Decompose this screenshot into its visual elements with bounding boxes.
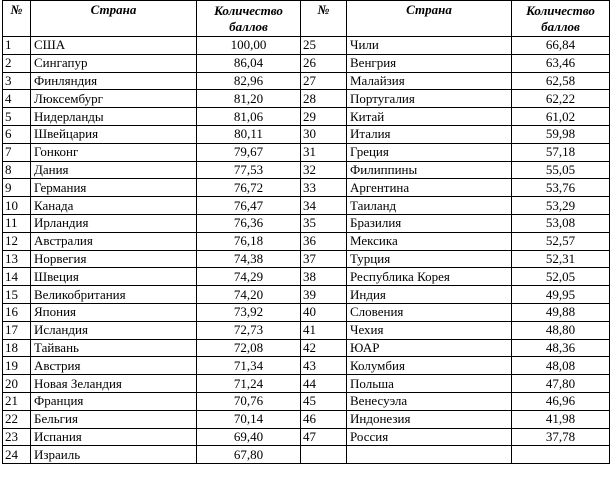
cell-number: 8 [3, 161, 31, 179]
cell-number: 3 [3, 72, 31, 90]
table-wrapper [2, 0, 610, 464]
cell-number: 41 [301, 321, 347, 339]
table-row [3, 357, 610, 375]
cell-number: 5 [3, 108, 31, 126]
cell-number: 11 [3, 214, 31, 232]
cell-country: ЮАР [347, 339, 512, 357]
table-row [3, 428, 610, 446]
header-score-right [512, 1, 610, 37]
cell-number: 17 [3, 321, 31, 339]
cell-number: 16 [3, 303, 31, 321]
cell-number: 32 [301, 161, 347, 179]
cell-number: 13 [3, 250, 31, 268]
cell-number: 44 [301, 375, 347, 393]
cell-score: 48,08 [512, 357, 610, 375]
cell-score: 79,67 [197, 143, 301, 161]
cell-number: 1 [3, 37, 31, 55]
cell-score: 46,96 [512, 392, 610, 410]
table-row [3, 446, 610, 464]
table-row [3, 214, 610, 232]
cell-score: 76,47 [197, 197, 301, 215]
table-row [3, 250, 610, 268]
cell-country: Польша [347, 375, 512, 393]
cell-country: Испания [31, 428, 197, 446]
cell-country: Малайзия [347, 72, 512, 90]
cell-score: 86,04 [197, 54, 301, 72]
table-row [3, 286, 610, 304]
cell-number: 15 [3, 286, 31, 304]
cell-score: 63,46 [512, 54, 610, 72]
cell-country: Греция [347, 143, 512, 161]
cell-score: 74,29 [197, 268, 301, 286]
cell-country: Израиль [31, 446, 197, 464]
cell-number: 20 [3, 375, 31, 393]
header-country-right: Страна [347, 1, 512, 37]
cell-country: Бельгия [31, 410, 197, 428]
cell-score: 66,84 [512, 37, 610, 55]
cell-score: 70,14 [197, 410, 301, 428]
table-body [3, 37, 610, 464]
cell-country: Индонезия [347, 410, 512, 428]
cell-number: 14 [3, 268, 31, 286]
table-row [3, 90, 610, 108]
cell-number: 9 [3, 179, 31, 197]
cell-country: Колумбия [347, 357, 512, 375]
table-row [3, 179, 610, 197]
cell-number: 47 [301, 428, 347, 446]
cell-country: США [31, 37, 197, 55]
table-row [3, 321, 610, 339]
cell-score: 53,29 [512, 197, 610, 215]
table-row [3, 232, 610, 250]
cell-score [512, 446, 610, 464]
cell-score: 69,40 [197, 428, 301, 446]
table-row [3, 108, 610, 126]
cell-country: Республика Корея [347, 268, 512, 286]
cell-score: 52,05 [512, 268, 610, 286]
cell-number: 36 [301, 232, 347, 250]
cell-number: 30 [301, 125, 347, 143]
table-row [3, 392, 610, 410]
cell-number: 18 [3, 339, 31, 357]
cell-score: 76,72 [197, 179, 301, 197]
cell-number: 37 [301, 250, 347, 268]
cell-country: Швеция [31, 268, 197, 286]
cell-number: 39 [301, 286, 347, 304]
cell-number: 33 [301, 179, 347, 197]
header-score-left [197, 1, 301, 37]
cell-country: Китай [347, 108, 512, 126]
cell-country: Венгрия [347, 54, 512, 72]
cell-number: 25 [301, 37, 347, 55]
cell-country: Турция [347, 250, 512, 268]
cell-score: 52,31 [512, 250, 610, 268]
cell-country: Тайвань [31, 339, 197, 357]
cell-number: 34 [301, 197, 347, 215]
cell-score: 52,57 [512, 232, 610, 250]
cell-score: 82,96 [197, 72, 301, 90]
cell-country: Бразилия [347, 214, 512, 232]
table-row [3, 72, 610, 90]
cell-country: Новая Зеландия [31, 375, 197, 393]
table-row [3, 161, 610, 179]
cell-score: 72,08 [197, 339, 301, 357]
cell-score: 77,53 [197, 161, 301, 179]
cell-number: 42 [301, 339, 347, 357]
table-row [3, 303, 610, 321]
cell-number: 23 [3, 428, 31, 446]
cell-number: 4 [3, 90, 31, 108]
cell-country: Словения [347, 303, 512, 321]
header-number-left: № [3, 1, 31, 37]
cell-score: 71,24 [197, 375, 301, 393]
cell-number: 26 [301, 54, 347, 72]
cell-number: 7 [3, 143, 31, 161]
cell-country: Финляндия [31, 72, 197, 90]
cell-score: 41,98 [512, 410, 610, 428]
cell-country: Аргентина [347, 179, 512, 197]
cell-number: 12 [3, 232, 31, 250]
header-row [3, 1, 610, 37]
cell-score: 81,06 [197, 108, 301, 126]
cell-score: 81,20 [197, 90, 301, 108]
cell-country: Франция [31, 392, 197, 410]
cell-score: 49,95 [512, 286, 610, 304]
cell-number: 19 [3, 357, 31, 375]
cell-country: Нидерланды [31, 108, 197, 126]
cell-number: 2 [3, 54, 31, 72]
cell-score: 48,80 [512, 321, 610, 339]
cell-number: 22 [3, 410, 31, 428]
cell-country: Италия [347, 125, 512, 143]
country-ranking-table [2, 0, 610, 464]
cell-country: Австралия [31, 232, 197, 250]
cell-score: 53,08 [512, 214, 610, 232]
cell-score: 37,78 [512, 428, 610, 446]
cell-country [347, 446, 512, 464]
cell-country: Таиланд [347, 197, 512, 215]
cell-country: Чили [347, 37, 512, 55]
cell-score: 76,36 [197, 214, 301, 232]
table-row [3, 375, 610, 393]
cell-number: 45 [301, 392, 347, 410]
cell-country: Филиппины [347, 161, 512, 179]
cell-number: 24 [3, 446, 31, 464]
table-row [3, 339, 610, 357]
cell-score: 53,76 [512, 179, 610, 197]
header-country-left: Страна [31, 1, 197, 37]
table-row [3, 125, 610, 143]
cell-country: Мексика [347, 232, 512, 250]
cell-country: Австрия [31, 357, 197, 375]
cell-country: Канада [31, 197, 197, 215]
header-score-line1: Количество [526, 2, 595, 18]
cell-country: Япония [31, 303, 197, 321]
cell-number: 31 [301, 143, 347, 161]
cell-number: 28 [301, 90, 347, 108]
table-row [3, 54, 610, 72]
table-row [3, 143, 610, 161]
cell-score: 72,73 [197, 321, 301, 339]
cell-country: Россия [347, 428, 512, 446]
cell-country: Норвегия [31, 250, 197, 268]
table-row [3, 410, 610, 428]
cell-score: 55,05 [512, 161, 610, 179]
cell-number [301, 446, 347, 464]
cell-number: 29 [301, 108, 347, 126]
cell-number: 6 [3, 125, 31, 143]
cell-score: 73,92 [197, 303, 301, 321]
cell-country: Португалия [347, 90, 512, 108]
cell-country: Швейцария [31, 125, 197, 143]
cell-number: 27 [301, 72, 347, 90]
table-row [3, 268, 610, 286]
cell-country: Индия [347, 286, 512, 304]
cell-score: 71,34 [197, 357, 301, 375]
cell-number: 38 [301, 268, 347, 286]
header-number-right: № [301, 1, 347, 37]
cell-score: 80,11 [197, 125, 301, 143]
cell-country: Люксембург [31, 90, 197, 108]
cell-score: 47,80 [512, 375, 610, 393]
cell-score: 76,18 [197, 232, 301, 250]
cell-country: Дания [31, 161, 197, 179]
cell-score: 57,18 [512, 143, 610, 161]
cell-score: 67,80 [197, 446, 301, 464]
cell-score: 61,02 [512, 108, 610, 126]
cell-number: 46 [301, 410, 347, 428]
header-score-line2: баллов [541, 18, 580, 34]
table-row [3, 37, 610, 55]
cell-number: 10 [3, 197, 31, 215]
cell-score: 70,76 [197, 392, 301, 410]
cell-score: 62,58 [512, 72, 610, 90]
cell-number: 35 [301, 214, 347, 232]
cell-number: 21 [3, 392, 31, 410]
cell-country: Сингапур [31, 54, 197, 72]
cell-country: Германия [31, 179, 197, 197]
cell-score: 74,38 [197, 250, 301, 268]
cell-score: 48,36 [512, 339, 610, 357]
cell-score: 59,98 [512, 125, 610, 143]
header-score-line1: Количество [214, 2, 283, 18]
cell-number: 40 [301, 303, 347, 321]
cell-score: 49,88 [512, 303, 610, 321]
cell-score: 62,22 [512, 90, 610, 108]
cell-score: 74,20 [197, 286, 301, 304]
table-row [3, 197, 610, 215]
cell-country: Гонконг [31, 143, 197, 161]
cell-country: Ирландия [31, 214, 197, 232]
cell-score: 100,00 [197, 37, 301, 55]
cell-country: Великобритания [31, 286, 197, 304]
header-score-line2: баллов [229, 18, 268, 34]
cell-country: Венесуэла [347, 392, 512, 410]
cell-country: Чехия [347, 321, 512, 339]
cell-number: 43 [301, 357, 347, 375]
cell-country: Исландия [31, 321, 197, 339]
